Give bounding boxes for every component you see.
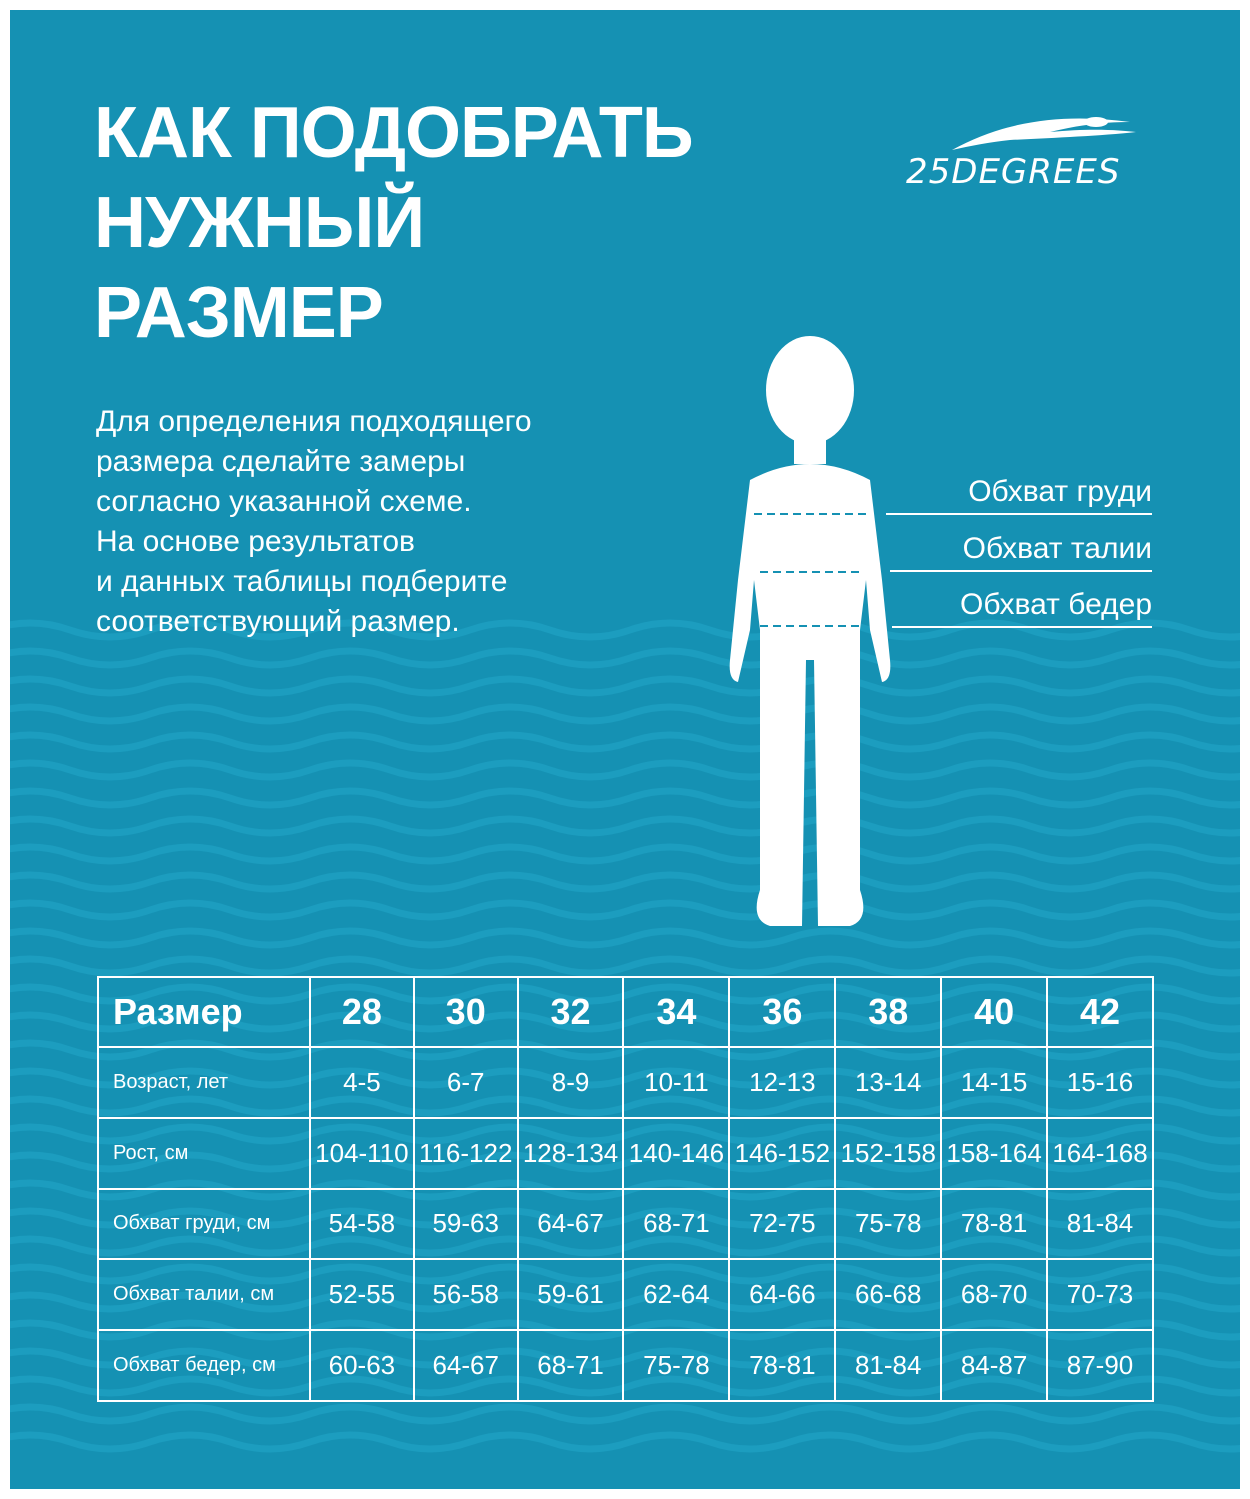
table-cell: 54-58 xyxy=(310,1189,414,1260)
size-col-header: 40 xyxy=(941,977,1047,1047)
desc-line: согласно указанной схеме. xyxy=(96,485,472,518)
table-cell: 158-164 xyxy=(941,1118,1047,1189)
table-row xyxy=(98,1189,1153,1260)
table-cell: 68-70 xyxy=(941,1259,1047,1330)
table-cell: 64-67 xyxy=(414,1330,518,1401)
table-cell: 64-66 xyxy=(729,1259,835,1330)
chest-label: Обхват груди xyxy=(968,475,1152,508)
table-cell: 64-67 xyxy=(518,1189,624,1260)
table-row xyxy=(98,1118,1153,1189)
size-guide-panel xyxy=(10,10,1240,1489)
table-cell: 152-158 xyxy=(835,1118,941,1189)
desc-line: соответствующий размер. xyxy=(96,605,460,638)
table-cell: 75-78 xyxy=(623,1330,729,1401)
table-cell: 87-90 xyxy=(1047,1330,1153,1401)
table-cell: 140-146 xyxy=(623,1118,729,1189)
table-cell: 66-68 xyxy=(835,1259,941,1330)
desc-line: размера сделайте замеры xyxy=(96,445,466,478)
table-cell: 13-14 xyxy=(835,1047,941,1118)
table-cell: 60-63 xyxy=(310,1330,414,1401)
table-row xyxy=(98,1047,1153,1118)
table-cell: 70-73 xyxy=(1047,1259,1153,1330)
table-cell: 81-84 xyxy=(835,1330,941,1401)
table-cell: 52-55 xyxy=(310,1259,414,1330)
table-cell: 12-13 xyxy=(729,1047,835,1118)
table-cell: 62-64 xyxy=(623,1259,729,1330)
size-col-header: 28 xyxy=(310,977,414,1047)
table-cell: 6-7 xyxy=(414,1047,518,1118)
hips-label: Обхват бедер xyxy=(960,588,1152,621)
table-cell: 116-122 xyxy=(414,1118,518,1189)
table-cell: 15-16 xyxy=(1047,1047,1153,1118)
table-cell: 10-11 xyxy=(623,1047,729,1118)
table-row xyxy=(98,1330,1153,1401)
table-cell: 104-110 xyxy=(310,1118,414,1189)
size-col-header: 38 xyxy=(835,977,941,1047)
row-label: Обхват талии, см xyxy=(98,1259,310,1330)
table-cell: 81-84 xyxy=(1047,1189,1153,1260)
table-cell: 59-61 xyxy=(518,1259,624,1330)
desc-line: Для определения подходящего xyxy=(96,405,532,438)
size-col-header: 30 xyxy=(414,977,518,1047)
row-label: Обхват бедер, см xyxy=(98,1330,310,1401)
row-label: Возраст, лет xyxy=(98,1047,310,1118)
table-cell: 14-15 xyxy=(941,1047,1047,1118)
size-header-row xyxy=(98,977,1153,1047)
desc-line: На основе результатов xyxy=(96,525,415,558)
size-col-header: 34 xyxy=(623,977,729,1047)
size-header-label: Размер xyxy=(98,977,310,1047)
chest-line xyxy=(886,513,1152,515)
table-cell: 78-81 xyxy=(941,1189,1047,1260)
waist-label: Обхват талии xyxy=(962,532,1152,565)
table-cell: 72-75 xyxy=(729,1189,835,1260)
size-col-header: 42 xyxy=(1047,977,1153,1047)
instructions-text xyxy=(96,402,532,642)
brand-logo-text: 25DEGREES xyxy=(906,152,1121,192)
title-line-2: НУЖНЫЙ xyxy=(94,183,425,263)
table-cell: 68-71 xyxy=(623,1189,729,1260)
table-cell: 84-87 xyxy=(941,1330,1047,1401)
title-line-3: РАЗМЕР xyxy=(94,273,383,353)
table-cell: 78-81 xyxy=(729,1330,835,1401)
size-col-header: 36 xyxy=(729,977,835,1047)
size-table xyxy=(97,976,1154,1402)
page-title xyxy=(94,88,693,358)
table-row xyxy=(98,1259,1153,1330)
row-label: Обхват груди, см xyxy=(98,1189,310,1260)
hips-line xyxy=(892,626,1152,628)
row-label: Рост, см xyxy=(98,1118,310,1189)
desc-line: и данных таблицы подберите xyxy=(96,565,508,598)
table-cell: 128-134 xyxy=(518,1118,624,1189)
table-cell: 68-71 xyxy=(518,1330,624,1401)
title-line-1: КАК ПОДОБРАТЬ xyxy=(94,93,693,173)
table-cell: 146-152 xyxy=(729,1118,835,1189)
table-cell: 56-58 xyxy=(414,1259,518,1330)
table-cell: 8-9 xyxy=(518,1047,624,1118)
table-cell: 164-168 xyxy=(1047,1118,1153,1189)
child-silhouette-icon xyxy=(710,330,910,940)
size-col-header: 32 xyxy=(518,977,624,1047)
table-cell: 75-78 xyxy=(835,1189,941,1260)
waist-line xyxy=(890,570,1152,572)
table-cell: 59-63 xyxy=(414,1189,518,1260)
table-cell: 4-5 xyxy=(310,1047,414,1118)
